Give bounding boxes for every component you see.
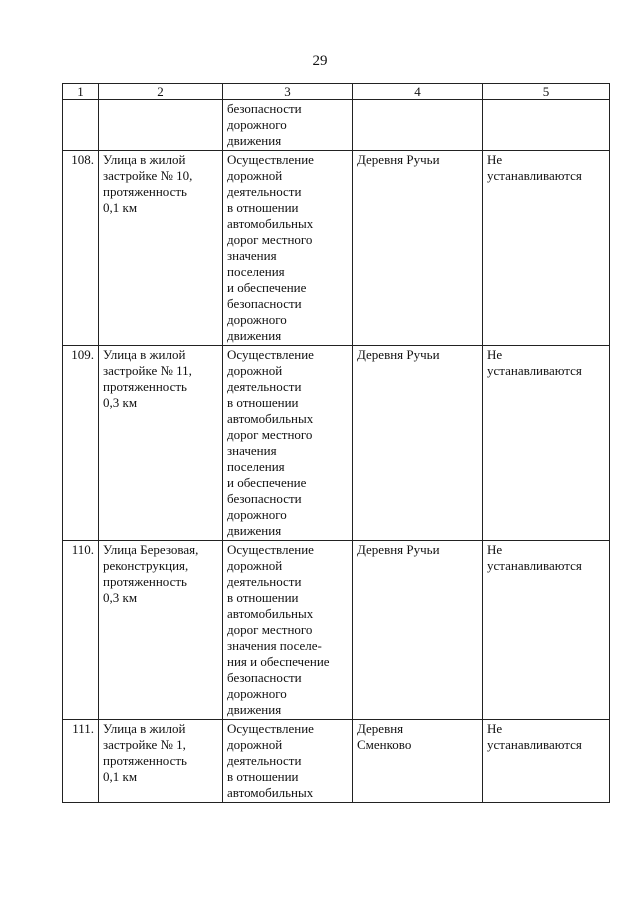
activity-description: Осуществление дорожной деятельности в отношении автомобильных дорог местного значения поселения и обеспечение безопасности дорожного движения xyxy=(223,151,353,346)
table-row xyxy=(63,100,610,151)
row-number xyxy=(63,100,99,151)
header-col-2: 2 xyxy=(99,84,223,100)
object-name xyxy=(99,100,223,151)
object-name: Улица в жилой застройке № 11, протяженность 0,3 км xyxy=(99,346,223,541)
status: Не устанавливаются xyxy=(483,346,610,541)
location: Деревня Ручьи xyxy=(353,541,483,720)
status: Не устанавливаются xyxy=(483,720,610,803)
header-col-5: 5 xyxy=(483,84,610,100)
location: Деревня Ручьи xyxy=(353,346,483,541)
status xyxy=(483,100,610,151)
header-col-1: 1 xyxy=(63,84,99,100)
header-col-3: 3 xyxy=(223,84,353,100)
header-col-4: 4 xyxy=(353,84,483,100)
row-number: 108. xyxy=(63,151,99,346)
status: Не устанавливаются xyxy=(483,541,610,720)
object-name: Улица в жилой застройке № 1, протяженность 0,1 км xyxy=(99,720,223,803)
table-row xyxy=(63,346,610,541)
object-name: Улица Березовая, реконструкция, протяженность 0,3 км xyxy=(99,541,223,720)
location xyxy=(353,100,483,151)
activity-description: Осуществление дорожной деятельности в отношении автомобильных дорог местного значения поселения и обеспечение безопасности дорожного движения xyxy=(223,346,353,541)
row-number: 111. xyxy=(63,720,99,803)
table-row xyxy=(63,541,610,720)
table-row xyxy=(63,151,610,346)
row-number: 109. xyxy=(63,346,99,541)
location: Деревня Сменково xyxy=(353,720,483,803)
activity-description: безопасности дорожного движения xyxy=(223,100,353,151)
status: Не устанавливаются xyxy=(483,151,610,346)
object-name: Улица в жилой застройке № 10, протяженность 0,1 км xyxy=(99,151,223,346)
header-row xyxy=(63,84,610,100)
document-table xyxy=(62,83,610,803)
location: Деревня Ручьи xyxy=(353,151,483,346)
row-number: 110. xyxy=(63,541,99,720)
activity-description: Осуществление дорожной деятельности в отношении автомобильных xyxy=(223,720,353,803)
page-number: 29 xyxy=(312,53,328,69)
activity-description: Осуществление дорожной деятельности в отношении автомобильных дорог местного значения поселе- ния и обеспечение безопасности дорожного движения xyxy=(223,541,353,720)
table-row xyxy=(63,720,610,803)
